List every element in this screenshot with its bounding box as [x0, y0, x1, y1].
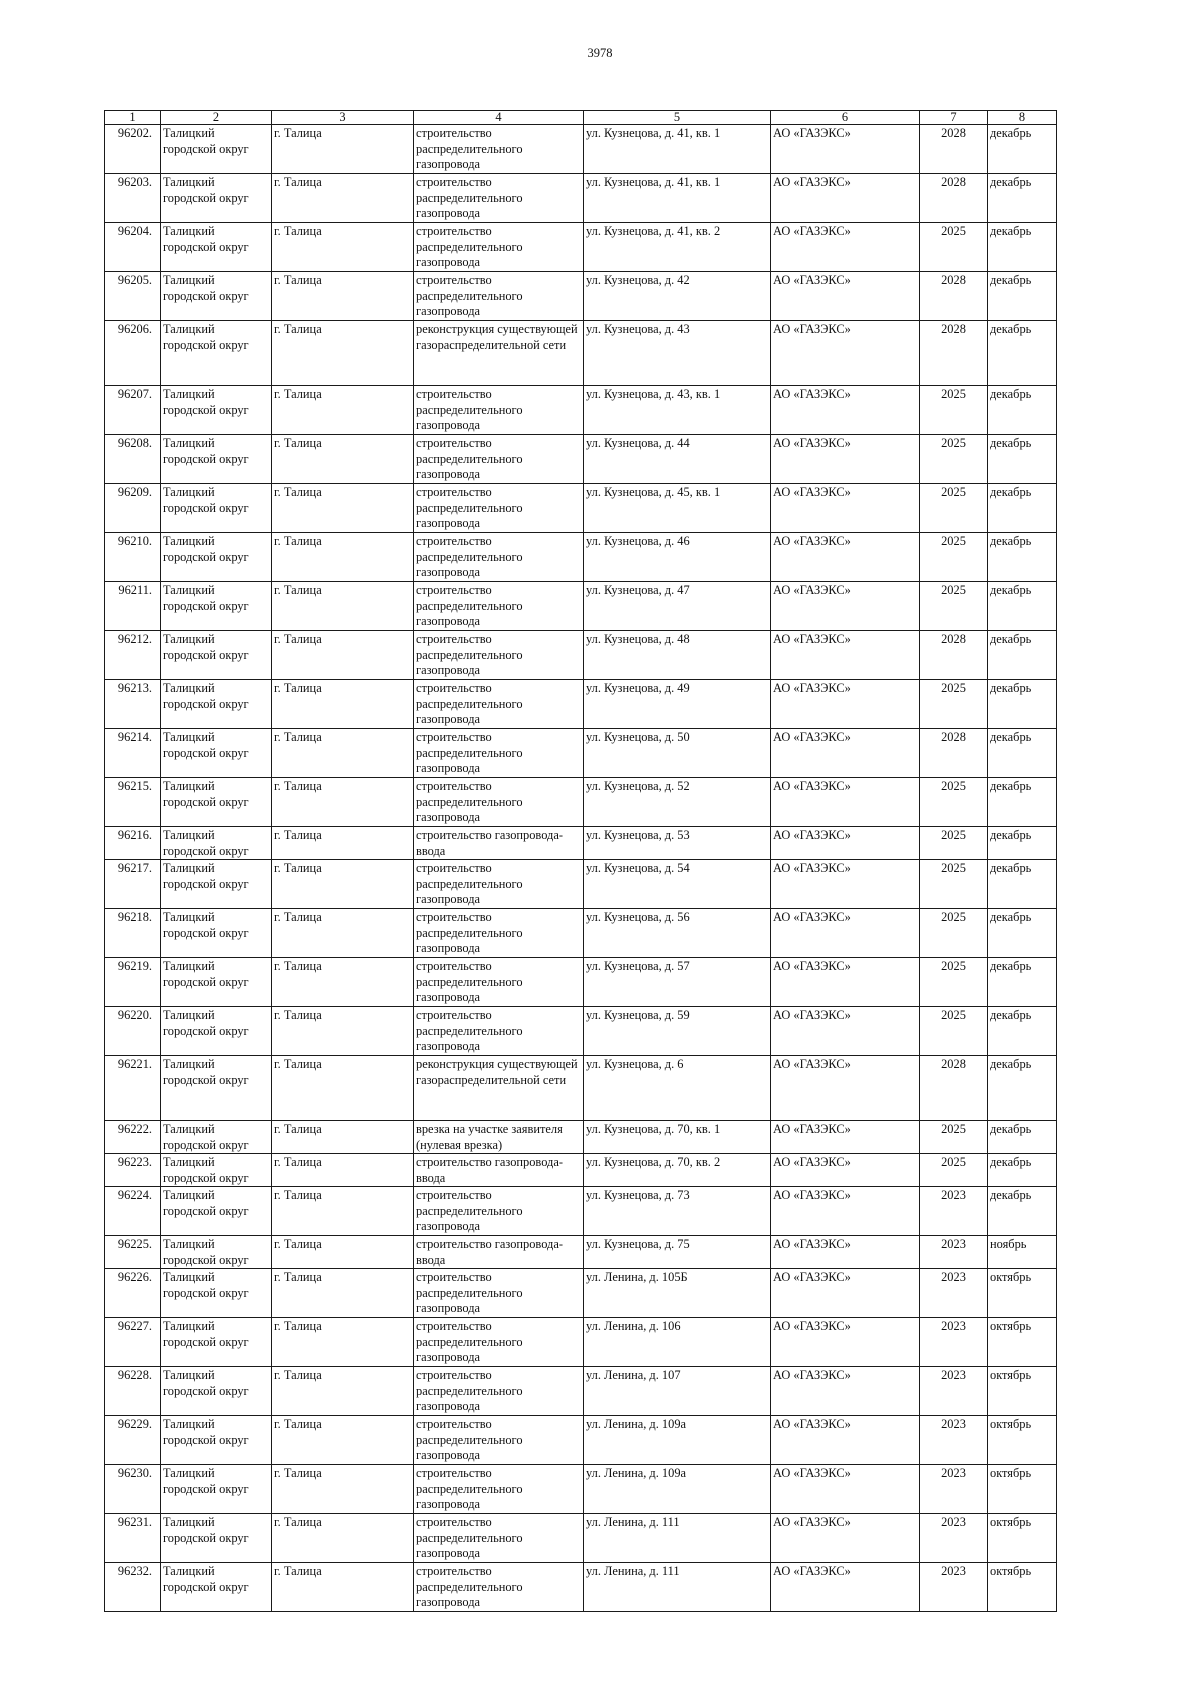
settlement-cell: г. Талица: [272, 533, 414, 582]
municipality-cell: Талицкий городской округ: [161, 435, 272, 484]
month-cell: декабрь: [988, 223, 1057, 272]
register-body: [105, 111, 1057, 1612]
organization-cell: АО «ГАЗЭКС»: [771, 1416, 920, 1465]
table-row: [105, 1154, 1057, 1187]
work-type-cell: строительство распределительного газопровода: [414, 1465, 584, 1514]
address-cell: ул. Кузнецова, д. 45, кв. 1: [584, 484, 771, 533]
settlement-cell: г. Талица: [272, 272, 414, 321]
work-type-cell: строительство распределительного газопровода: [414, 1563, 584, 1612]
address-cell: ул. Кузнецова, д. 42: [584, 272, 771, 321]
month-cell: октябрь: [988, 1465, 1057, 1514]
address-cell: ул. Кузнецова, д. 43: [584, 321, 771, 386]
settlement-cell: г. Талица: [272, 582, 414, 631]
month-cell: октябрь: [988, 1563, 1057, 1612]
month-cell: декабрь: [988, 631, 1057, 680]
table-row: [105, 1269, 1057, 1318]
settlement-cell: г. Талица: [272, 1318, 414, 1367]
row-number-cell: 96209.: [105, 484, 161, 533]
table-row: [105, 1465, 1057, 1514]
year-cell: 2023: [920, 1318, 988, 1367]
row-number-cell: 96228.: [105, 1367, 161, 1416]
municipality-cell: Талицкий городской округ: [161, 1187, 272, 1236]
municipality-cell: Талицкий городской округ: [161, 1007, 272, 1056]
row-number-cell: 96210.: [105, 533, 161, 582]
year-cell: 2023: [920, 1269, 988, 1318]
address-cell: ул. Кузнецова, д. 41, кв. 1: [584, 174, 771, 223]
work-type-cell: строительство газопровода-ввода: [414, 827, 584, 860]
address-cell: ул. Кузнецова, д. 52: [584, 778, 771, 827]
year-cell: 2028: [920, 272, 988, 321]
organization-cell: АО «ГАЗЭКС»: [771, 958, 920, 1007]
organization-cell: АО «ГАЗЭКС»: [771, 435, 920, 484]
year-cell: 2028: [920, 125, 988, 174]
year-cell: 2023: [920, 1236, 988, 1269]
address-cell: ул. Кузнецова, д. 43, кв. 1: [584, 386, 771, 435]
column-number: 5: [584, 111, 771, 125]
organization-cell: АО «ГАЗЭКС»: [771, 680, 920, 729]
table-row: [105, 860, 1057, 909]
table-row: [105, 1007, 1057, 1056]
row-number-cell: 96214.: [105, 729, 161, 778]
organization-cell: АО «ГАЗЭКС»: [771, 125, 920, 174]
settlement-cell: г. Талица: [272, 1154, 414, 1187]
municipality-cell: Талицкий городской округ: [161, 958, 272, 1007]
year-cell: 2028: [920, 1056, 988, 1121]
row-number-cell: 96202.: [105, 125, 161, 174]
organization-cell: АО «ГАЗЭКС»: [771, 1563, 920, 1612]
settlement-cell: г. Талица: [272, 1007, 414, 1056]
organization-cell: АО «ГАЗЭКС»: [771, 729, 920, 778]
municipality-cell: Талицкий городской округ: [161, 631, 272, 680]
table-row: [105, 223, 1057, 272]
table-row: [105, 1367, 1057, 1416]
municipality-cell: Талицкий городской округ: [161, 729, 272, 778]
municipality-cell: Талицкий городской округ: [161, 827, 272, 860]
row-number-cell: 96230.: [105, 1465, 161, 1514]
row-number-cell: 96218.: [105, 909, 161, 958]
month-cell: декабрь: [988, 1056, 1057, 1121]
organization-cell: АО «ГАЗЭКС»: [771, 860, 920, 909]
address-cell: ул. Кузнецова, д. 6: [584, 1056, 771, 1121]
page-number: 3978: [587, 46, 613, 60]
work-type-cell: строительство распределительного газопровода: [414, 272, 584, 321]
work-type-cell: строительство распределительного газопровода: [414, 582, 584, 631]
settlement-cell: г. Талица: [272, 1121, 414, 1154]
settlement-cell: г. Талица: [272, 729, 414, 778]
row-number-cell: 96208.: [105, 435, 161, 484]
organization-cell: АО «ГАЗЭКС»: [771, 827, 920, 860]
month-cell: октябрь: [988, 1367, 1057, 1416]
organization-cell: АО «ГАЗЭКС»: [771, 484, 920, 533]
month-cell: октябрь: [988, 1318, 1057, 1367]
address-cell: ул. Ленина, д. 111: [584, 1563, 771, 1612]
month-cell: октябрь: [988, 1416, 1057, 1465]
organization-cell: АО «ГАЗЭКС»: [771, 386, 920, 435]
month-cell: декабрь: [988, 272, 1057, 321]
year-cell: 2025: [920, 533, 988, 582]
work-type-cell: строительство распределительного газопровода: [414, 125, 584, 174]
settlement-cell: г. Талица: [272, 680, 414, 729]
year-cell: 2025: [920, 680, 988, 729]
work-type-cell: строительство распределительного газопровода: [414, 1318, 584, 1367]
row-number-cell: 96219.: [105, 958, 161, 1007]
year-cell: 2025: [920, 1154, 988, 1187]
year-cell: 2025: [920, 827, 988, 860]
settlement-cell: г. Талица: [272, 1187, 414, 1236]
month-cell: ноябрь: [988, 1236, 1057, 1269]
municipality-cell: Талицкий городской округ: [161, 582, 272, 631]
table-row: [105, 909, 1057, 958]
address-cell: ул. Кузнецова, д. 59: [584, 1007, 771, 1056]
organization-cell: АО «ГАЗЭКС»: [771, 778, 920, 827]
address-cell: ул. Кузнецова, д. 48: [584, 631, 771, 680]
settlement-cell: г. Талица: [272, 1514, 414, 1563]
month-cell: декабрь: [988, 1121, 1057, 1154]
work-type-cell: строительство распределительного газопровода: [414, 1514, 584, 1563]
address-cell: ул. Ленина, д. 107: [584, 1367, 771, 1416]
table-row: [105, 1416, 1057, 1465]
year-cell: 2025: [920, 1007, 988, 1056]
address-cell: ул. Кузнецова, д. 49: [584, 680, 771, 729]
table-row: [105, 386, 1057, 435]
organization-cell: АО «ГАЗЭКС»: [771, 1056, 920, 1121]
municipality-cell: Талицкий городской округ: [161, 909, 272, 958]
row-number-cell: 96226.: [105, 1269, 161, 1318]
address-cell: ул. Ленина, д. 109а: [584, 1416, 771, 1465]
municipality-cell: Талицкий городской округ: [161, 1056, 272, 1121]
settlement-cell: г. Талица: [272, 1056, 414, 1121]
table-row: [105, 1187, 1057, 1236]
work-type-cell: строительство газопровода-ввода: [414, 1236, 584, 1269]
settlement-cell: г. Талица: [272, 386, 414, 435]
column-number: 3: [272, 111, 414, 125]
municipality-cell: Талицкий городской округ: [161, 860, 272, 909]
municipality-cell: Талицкий городской округ: [161, 1269, 272, 1318]
address-cell: ул. Кузнецова, д. 70, кв. 2: [584, 1154, 771, 1187]
month-cell: декабрь: [988, 582, 1057, 631]
table-row: [105, 680, 1057, 729]
address-cell: ул. Кузнецова, д. 73: [584, 1187, 771, 1236]
municipality-cell: Талицкий городской округ: [161, 1154, 272, 1187]
table-row: [105, 582, 1057, 631]
work-type-cell: строительство распределительного газопровода: [414, 174, 584, 223]
month-cell: декабрь: [988, 484, 1057, 533]
work-type-cell: строительство распределительного газопровода: [414, 223, 584, 272]
year-cell: 2023: [920, 1187, 988, 1236]
settlement-cell: г. Талица: [272, 435, 414, 484]
work-type-cell: строительство газопровода-ввода: [414, 1154, 584, 1187]
work-type-cell: строительство распределительного газопровода: [414, 729, 584, 778]
row-number-cell: 96221.: [105, 1056, 161, 1121]
row-number-cell: 96222.: [105, 1121, 161, 1154]
row-number-cell: 96205.: [105, 272, 161, 321]
municipality-cell: Талицкий городской округ: [161, 1318, 272, 1367]
work-type-cell: строительство распределительного газопровода: [414, 1269, 584, 1318]
table-row: [105, 1121, 1057, 1154]
work-type-cell: реконструкция существующей газораспределительной сети: [414, 1056, 584, 1121]
year-cell: 2028: [920, 729, 988, 778]
settlement-cell: г. Талица: [272, 174, 414, 223]
year-cell: 2023: [920, 1514, 988, 1563]
year-cell: 2025: [920, 435, 988, 484]
municipality-cell: Талицкий городской округ: [161, 1367, 272, 1416]
month-cell: декабрь: [988, 321, 1057, 386]
year-cell: 2025: [920, 223, 988, 272]
address-cell: ул. Кузнецова, д. 75: [584, 1236, 771, 1269]
organization-cell: АО «ГАЗЭКС»: [771, 1154, 920, 1187]
year-cell: 2025: [920, 484, 988, 533]
month-cell: октябрь: [988, 1514, 1057, 1563]
settlement-cell: г. Талица: [272, 1465, 414, 1514]
work-type-cell: строительство распределительного газопровода: [414, 1007, 584, 1056]
municipality-cell: Талицкий городской округ: [161, 1121, 272, 1154]
month-cell: декабрь: [988, 827, 1057, 860]
organization-cell: АО «ГАЗЭКС»: [771, 1236, 920, 1269]
organization-cell: АО «ГАЗЭКС»: [771, 1121, 920, 1154]
year-cell: 2028: [920, 631, 988, 680]
work-type-cell: строительство распределительного газопровода: [414, 1367, 584, 1416]
column-number: 7: [920, 111, 988, 125]
address-cell: ул. Ленина, д. 109а: [584, 1465, 771, 1514]
address-cell: ул. Кузнецова, д. 41, кв. 2: [584, 223, 771, 272]
address-cell: ул. Кузнецова, д. 41, кв. 1: [584, 125, 771, 174]
organization-cell: АО «ГАЗЭКС»: [771, 1465, 920, 1514]
column-number: 2: [161, 111, 272, 125]
address-cell: ул. Кузнецова, д. 46: [584, 533, 771, 582]
register-table: [104, 110, 1057, 1612]
table-row: [105, 533, 1057, 582]
year-cell: 2025: [920, 860, 988, 909]
work-type-cell: строительство распределительного газопровода: [414, 909, 584, 958]
table-row: [105, 1236, 1057, 1269]
work-type-cell: строительство распределительного газопровода: [414, 1187, 584, 1236]
settlement-cell: г. Талица: [272, 1416, 414, 1465]
table-row: [105, 631, 1057, 680]
table-row: [105, 729, 1057, 778]
municipality-cell: Талицкий городской округ: [161, 484, 272, 533]
table-row: [105, 272, 1057, 321]
row-number-cell: 96232.: [105, 1563, 161, 1612]
column-number: 1: [105, 111, 161, 125]
organization-cell: АО «ГАЗЭКС»: [771, 1514, 920, 1563]
month-cell: декабрь: [988, 125, 1057, 174]
organization-cell: АО «ГАЗЭКС»: [771, 582, 920, 631]
settlement-cell: г. Талица: [272, 1269, 414, 1318]
row-number-cell: 96212.: [105, 631, 161, 680]
municipality-cell: Талицкий городской округ: [161, 680, 272, 729]
row-number-cell: 96227.: [105, 1318, 161, 1367]
table-row: [105, 174, 1057, 223]
work-type-cell: строительство распределительного газопровода: [414, 386, 584, 435]
table-row: [105, 1563, 1057, 1612]
organization-cell: АО «ГАЗЭКС»: [771, 174, 920, 223]
year-cell: 2025: [920, 909, 988, 958]
table-row: [105, 125, 1057, 174]
work-type-cell: строительство распределительного газопровода: [414, 435, 584, 484]
month-cell: декабрь: [988, 533, 1057, 582]
row-number-cell: 96215.: [105, 778, 161, 827]
table-row: [105, 1318, 1057, 1367]
row-number-cell: 96204.: [105, 223, 161, 272]
organization-cell: АО «ГАЗЭКС»: [771, 1318, 920, 1367]
row-number-cell: 96220.: [105, 1007, 161, 1056]
organization-cell: АО «ГАЗЭКС»: [771, 223, 920, 272]
municipality-cell: Талицкий городской округ: [161, 1416, 272, 1465]
month-cell: декабрь: [988, 680, 1057, 729]
organization-cell: АО «ГАЗЭКС»: [771, 909, 920, 958]
row-number-cell: 96225.: [105, 1236, 161, 1269]
row-number-cell: 96206.: [105, 321, 161, 386]
municipality-cell: Талицкий городской округ: [161, 223, 272, 272]
address-cell: ул. Ленина, д. 111: [584, 1514, 771, 1563]
settlement-cell: г. Талица: [272, 223, 414, 272]
year-cell: 2028: [920, 174, 988, 223]
organization-cell: АО «ГАЗЭКС»: [771, 631, 920, 680]
month-cell: декабрь: [988, 174, 1057, 223]
column-number-row: [105, 111, 1057, 125]
column-number: 8: [988, 111, 1057, 125]
month-cell: декабрь: [988, 1187, 1057, 1236]
month-cell: декабрь: [988, 778, 1057, 827]
column-number: 6: [771, 111, 920, 125]
row-number-cell: 96203.: [105, 174, 161, 223]
row-number-cell: 96213.: [105, 680, 161, 729]
year-cell: 2028: [920, 321, 988, 386]
organization-cell: АО «ГАЗЭКС»: [771, 321, 920, 386]
address-cell: ул. Кузнецова, д. 53: [584, 827, 771, 860]
table-row: [105, 958, 1057, 1007]
row-number-cell: 96217.: [105, 860, 161, 909]
work-type-cell: строительство распределительного газопровода: [414, 533, 584, 582]
organization-cell: АО «ГАЗЭКС»: [771, 272, 920, 321]
address-cell: ул. Кузнецова, д. 44: [584, 435, 771, 484]
settlement-cell: г. Талица: [272, 1236, 414, 1269]
row-number-cell: 96211.: [105, 582, 161, 631]
row-number-cell: 96223.: [105, 1154, 161, 1187]
settlement-cell: г. Талица: [272, 1367, 414, 1416]
work-type-cell: реконструкция существующей газораспределительной сети: [414, 321, 584, 386]
work-type-cell: строительство распределительного газопровода: [414, 631, 584, 680]
year-cell: 2023: [920, 1367, 988, 1416]
address-cell: ул. Кузнецова, д. 54: [584, 860, 771, 909]
municipality-cell: Талицкий городской округ: [161, 1563, 272, 1612]
row-number-cell: 96216.: [105, 827, 161, 860]
table-row: [105, 827, 1057, 860]
work-type-cell: строительство распределительного газопровода: [414, 860, 584, 909]
organization-cell: АО «ГАЗЭКС»: [771, 1269, 920, 1318]
settlement-cell: г. Талица: [272, 125, 414, 174]
table-row: [105, 1514, 1057, 1563]
row-number-cell: 96224.: [105, 1187, 161, 1236]
month-cell: декабрь: [988, 1154, 1057, 1187]
settlement-cell: г. Талица: [272, 778, 414, 827]
column-number: 4: [414, 111, 584, 125]
table-row: [105, 484, 1057, 533]
table-row: [105, 321, 1057, 386]
row-number-cell: 96229.: [105, 1416, 161, 1465]
settlement-cell: г. Талица: [272, 860, 414, 909]
table-row: [105, 778, 1057, 827]
organization-cell: АО «ГАЗЭКС»: [771, 533, 920, 582]
settlement-cell: г. Талица: [272, 484, 414, 533]
month-cell: декабрь: [988, 1007, 1057, 1056]
month-cell: декабрь: [988, 958, 1057, 1007]
row-number-cell: 96207.: [105, 386, 161, 435]
municipality-cell: Талицкий городской округ: [161, 1465, 272, 1514]
municipality-cell: Талицкий городской округ: [161, 533, 272, 582]
municipality-cell: Талицкий городской округ: [161, 272, 272, 321]
year-cell: 2025: [920, 778, 988, 827]
organization-cell: АО «ГАЗЭКС»: [771, 1007, 920, 1056]
year-cell: 2025: [920, 386, 988, 435]
organization-cell: АО «ГАЗЭКС»: [771, 1187, 920, 1236]
month-cell: декабрь: [988, 909, 1057, 958]
month-cell: декабрь: [988, 386, 1057, 435]
settlement-cell: г. Талица: [272, 909, 414, 958]
work-type-cell: врезка на участке заявителя (нулевая врезка): [414, 1121, 584, 1154]
month-cell: декабрь: [988, 435, 1057, 484]
municipality-cell: Талицкий городской округ: [161, 321, 272, 386]
row-number-cell: 96231.: [105, 1514, 161, 1563]
municipality-cell: Талицкий городской округ: [161, 778, 272, 827]
settlement-cell: г. Талица: [272, 958, 414, 1007]
work-type-cell: строительство распределительного газопровода: [414, 484, 584, 533]
work-type-cell: строительство распределительного газопровода: [414, 778, 584, 827]
settlement-cell: г. Талица: [272, 827, 414, 860]
year-cell: 2025: [920, 582, 988, 631]
municipality-cell: Талицкий городской округ: [161, 386, 272, 435]
year-cell: 2023: [920, 1416, 988, 1465]
address-cell: ул. Кузнецова, д. 50: [584, 729, 771, 778]
table-row: [105, 1056, 1057, 1121]
year-cell: 2023: [920, 1563, 988, 1612]
month-cell: декабрь: [988, 729, 1057, 778]
municipality-cell: Талицкий городской округ: [161, 174, 272, 223]
address-cell: ул. Кузнецова, д. 57: [584, 958, 771, 1007]
municipality-cell: Талицкий городской округ: [161, 125, 272, 174]
address-cell: ул. Ленина, д. 106: [584, 1318, 771, 1367]
work-type-cell: строительство распределительного газопровода: [414, 680, 584, 729]
work-type-cell: строительство распределительного газопровода: [414, 958, 584, 1007]
year-cell: 2023: [920, 1465, 988, 1514]
address-cell: ул. Кузнецова, д. 70, кв. 1: [584, 1121, 771, 1154]
month-cell: декабрь: [988, 860, 1057, 909]
work-type-cell: строительство распределительного газопровода: [414, 1416, 584, 1465]
municipality-cell: Талицкий городской округ: [161, 1236, 272, 1269]
address-cell: ул. Ленина, д. 105Б: [584, 1269, 771, 1318]
address-cell: ул. Кузнецова, д. 47: [584, 582, 771, 631]
month-cell: октябрь: [988, 1269, 1057, 1318]
settlement-cell: г. Талица: [272, 631, 414, 680]
organization-cell: АО «ГАЗЭКС»: [771, 1367, 920, 1416]
table-row: [105, 435, 1057, 484]
year-cell: 2025: [920, 958, 988, 1007]
address-cell: ул. Кузнецова, д. 56: [584, 909, 771, 958]
year-cell: 2025: [920, 1121, 988, 1154]
settlement-cell: г. Талица: [272, 321, 414, 386]
settlement-cell: г. Талица: [272, 1563, 414, 1612]
municipality-cell: Талицкий городской округ: [161, 1514, 272, 1563]
